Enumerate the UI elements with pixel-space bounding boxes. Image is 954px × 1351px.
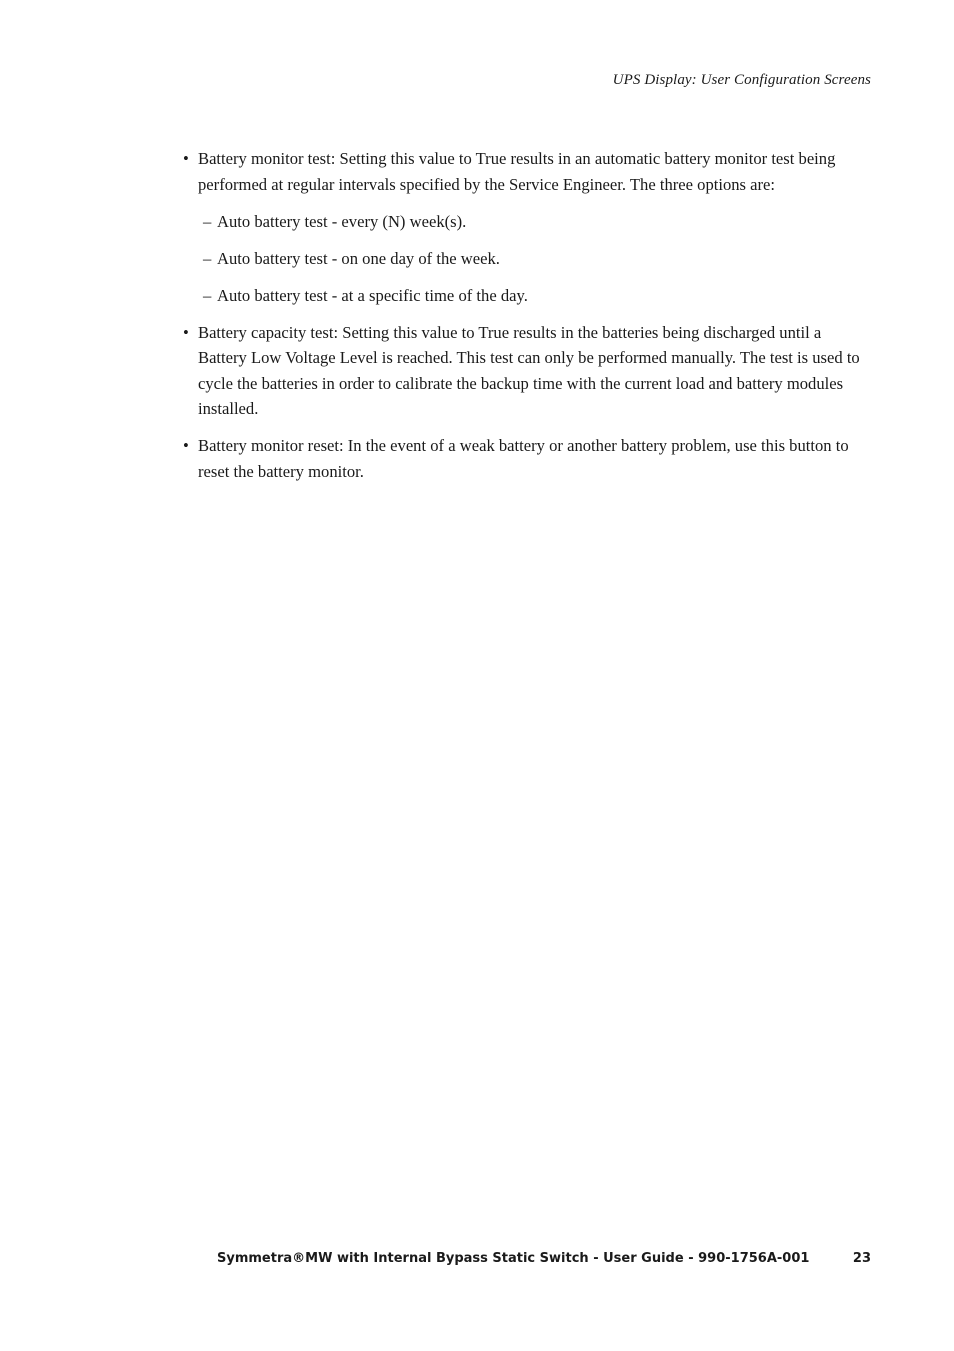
list-item-text: Battery capacity test: Setting this value to True results in the batteries being discharged until a Battery Low Voltage Level is reached. This test can only be performed manually. The test is used to cycle the batteries in order to calibrate the backup time with the current load and battery modules installed. <box>198 322 860 418</box>
sub-list-item-text: Auto battery test - every (N) week(s). <box>217 211 467 231</box>
bullet-icon: • <box>183 436 189 455</box>
list-item-text: Battery monitor reset: In the event of a weak battery or another battery problem, use this button to reset the battery monitor. <box>198 436 849 481</box>
dash-icon: – <box>203 285 212 305</box>
sub-list-item <box>182 209 872 235</box>
list-item-text: Battery monitor test: Setting this value to True results in an automatic battery monitor test being performed at regular intervals specified by the Service Engineer. The three options are: <box>198 149 836 194</box>
list-item-battery-monitor-test <box>182 146 872 197</box>
sub-list-item <box>182 283 872 309</box>
list-item-battery-capacity-test <box>182 320 872 422</box>
sub-list-item-text: Auto battery test - at a specific time of the day. <box>217 285 528 305</box>
page-body <box>182 146 872 496</box>
sub-list-item <box>182 246 872 272</box>
list-item-battery-monitor-reset <box>182 433 872 484</box>
sub-list-item-text: Auto battery test - on one day of the week. <box>217 248 500 268</box>
running-header: UPS Display: User Configuration Screens <box>612 72 871 88</box>
bullet-icon: • <box>183 322 189 342</box>
page-footer <box>0 1251 954 1271</box>
footer-document-title: Symmetra®MW with Internal Bypass Static Switch - User Guide - 990-1756A-001 <box>217 1251 810 1266</box>
page-number: 23 <box>852 1251 871 1266</box>
bullet-icon: • <box>183 149 189 168</box>
dash-icon: – <box>203 248 212 268</box>
dash-icon: – <box>203 211 212 231</box>
